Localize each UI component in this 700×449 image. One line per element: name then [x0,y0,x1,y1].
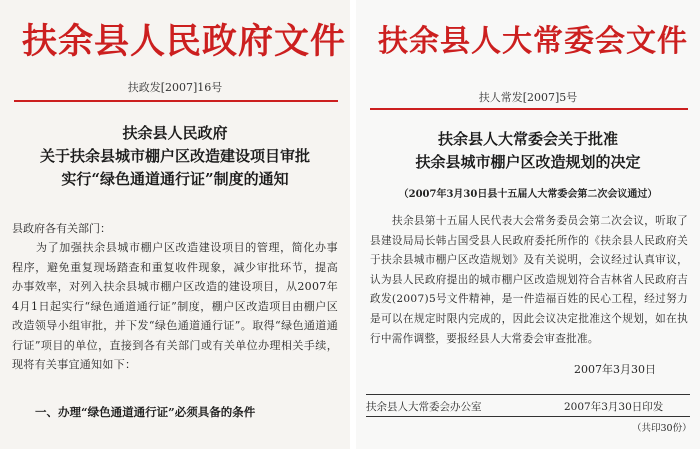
left-salutation: 县政府各有关部门： [12,222,111,235]
right-sub-note: （2007年3月30日县十五届人大常委会第二次会议通过） [398,189,658,200]
right-footer-rule-top [366,394,690,395]
left-doc-number: 扶政发[2007]16号 [127,81,223,94]
right-red-rule [370,108,688,110]
left-heading-line-2: 关于扶余县城市棚户区改造建设项目审批 [39,147,310,165]
right-date: 2007年3月30日 [574,363,656,376]
right-footer-rule-bottom [366,416,690,417]
right-doc-number: 扶人常发[2007]5号 [478,91,578,104]
left-header-title: 扶余县人民政府文件 [22,21,347,62]
left-red-rule [14,100,338,102]
left-body-paragraph: 为了加强扶余县城市棚户区改造建设项目的管理，简化办事程序，避免重复现场踏查和重复收件现象，减少审批环节，提高办事效率，对列入扶余县城市棚户区改造的建设项目，从2007年4月1日起实行“绿色通道通行证”制度，棚户区改造项目由棚户区改造领导小组审批，并下发“绿色通道通行证”。取得“绿色通道通行证”项目的单位，直接到各有关部门或有关单位办理相关手续，现将有关事宜通知如下： [12,241,338,371]
right-issuer: 扶余县人大常委会办公室 [366,401,482,413]
right-header-title: 扶余县人大常委会文件 [378,24,688,59]
right-copies: （共印30份） [632,423,692,434]
right-document [356,0,700,449]
left-section-heading: 一、办理“绿色通道通行证”必须具备的条件 [35,405,256,419]
right-heading-line-1: 扶余县人大常委会关于批准 [437,130,618,148]
right-body-paragraph: 扶余县第十五届人民代表大会常务委员会第二次会议，听取了县建设局局长韩占国受县人民政府委托所作的《扶余县人民政府关于扶余县城市棚户区改造规划》及有关说明，会议经过认真审议，认为县人民政府提出的城市棚户区改造规划符合吉林省人民政府吉政发(2007)5号文件精神，是一件造福百姓的民心工程，经过努力是可以在规定时限内完成的，因此会议决定批准这个规划，如在执行中需作调整，要报经县人大常委会审查批准。 [370,215,688,345]
left-heading-line-1: 扶余县人民政府 [122,124,228,142]
right-heading-line-2: 扶余县城市棚户区改造规划的决定 [415,153,641,171]
right-print-date: 2007年3月30日印发 [564,401,664,413]
left-heading-line-3: 实行“绿色通道通行证”制度的通知 [61,170,289,188]
